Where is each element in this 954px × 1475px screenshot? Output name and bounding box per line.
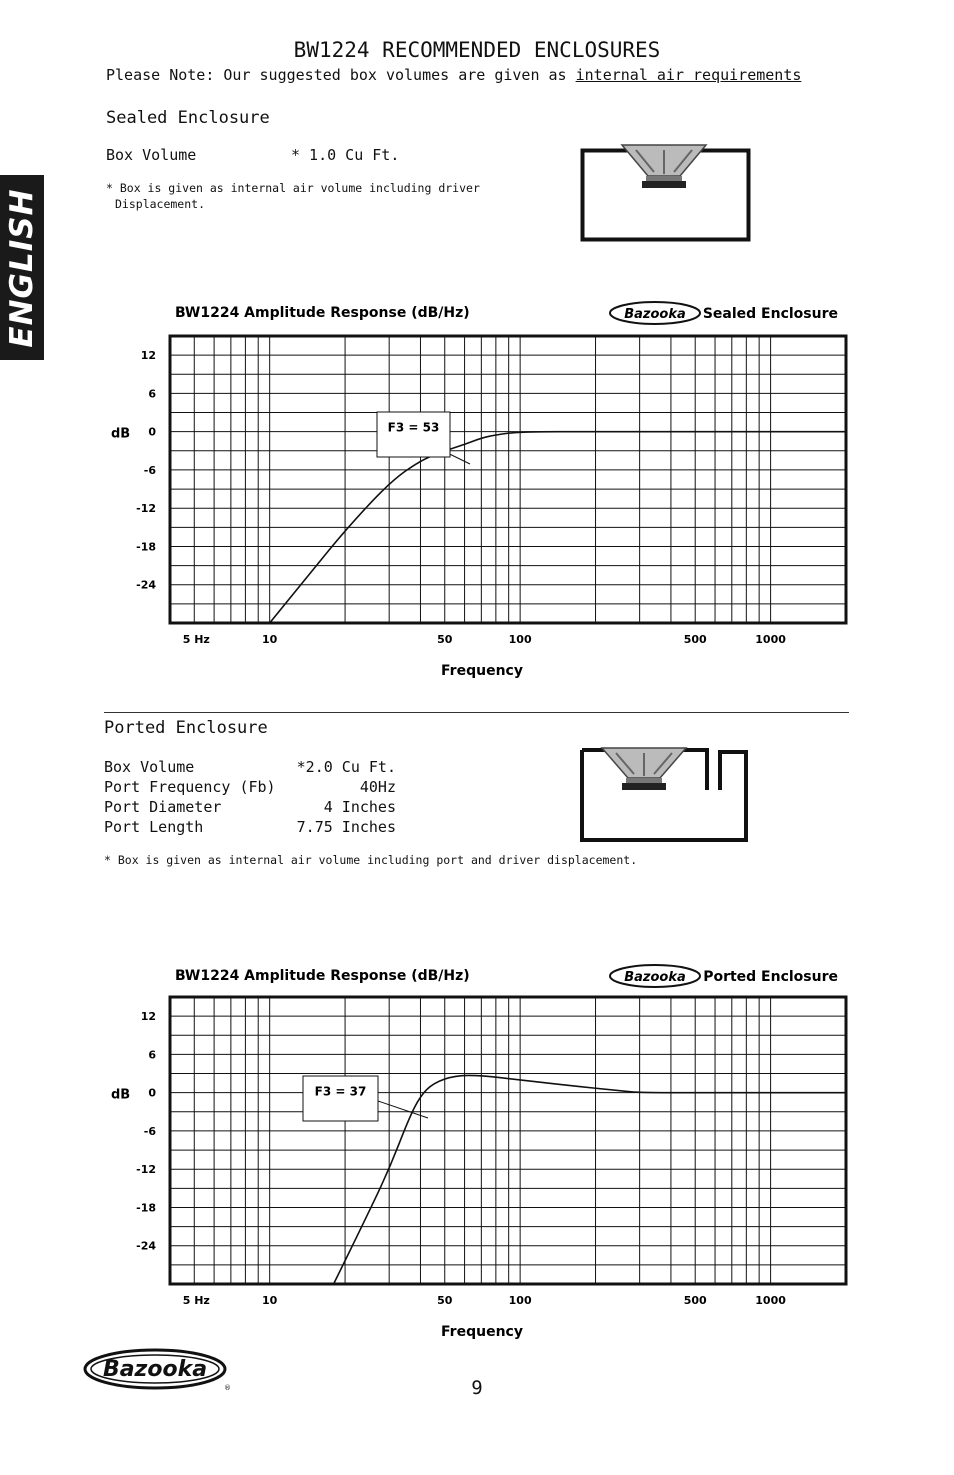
y-axis-label: dB: [111, 426, 131, 442]
ported-spec-value: *2.0 Cu Ft.: [296, 758, 396, 776]
sealed-footnote-line2: Displacement.: [115, 197, 206, 211]
y-tick-label: 0: [148, 425, 156, 439]
y-tick-label: -18: [136, 540, 156, 554]
chart-grid: [170, 997, 846, 1284]
y-tick-label: 12: [140, 349, 156, 363]
y-tick-label: 12: [140, 1010, 156, 1024]
x-tick-label: 100: [508, 633, 532, 646]
x-tick-label: 50: [437, 1294, 453, 1307]
chart-grid: [170, 336, 846, 623]
sealed-heading: Sealed Enclosure: [106, 108, 270, 128]
sealed-box-volume-label: Box Volume: [106, 146, 197, 164]
page-number: 9: [471, 1377, 483, 1399]
bazooka-logo: [610, 965, 700, 987]
y-tick-label: -12: [136, 1163, 156, 1177]
ported-spec-value: 4 Inches: [323, 798, 396, 816]
annotation-label: F3 = 37: [314, 1084, 367, 1099]
y-tick-label: -18: [136, 1201, 156, 1215]
x-tick-label: 10: [262, 1294, 278, 1307]
annotation-box: [303, 1076, 378, 1121]
ported-spec-value: 7.75 Inches: [296, 818, 396, 836]
chart-subtitle: Sealed Enclosure: [702, 306, 838, 322]
y-tick-label: -12: [136, 502, 156, 516]
y-tick-label: -6: [143, 1124, 156, 1138]
bazooka-logo-text: Bazooka: [102, 1357, 208, 1382]
chart-subtitle: Ported Enclosure: [703, 969, 838, 985]
plot-frame: [170, 336, 846, 623]
bazooka-logo-text: Bazooka: [624, 970, 686, 985]
y-tick-label: -6: [143, 463, 156, 477]
page-title: BW1224 RECOMMENDED ENCLOSURES: [293, 38, 661, 62]
ported-spec-label: Port Frequency (Fb): [104, 778, 276, 796]
x-tick-label: 500: [683, 1294, 707, 1307]
ported-box-diagram: [576, 744, 756, 846]
ported-spec-label: Port Diameter: [104, 798, 222, 816]
annotation-box: [377, 412, 450, 457]
response-curve: [334, 1075, 846, 1284]
volume-note-emphasis: internal air requirements: [575, 66, 802, 84]
language-tab-label: ENGLISH: [4, 187, 40, 348]
ported-footnote: * Box is given as internal air volume including port and driver displacement.: [104, 853, 638, 867]
ported-spec-label: Port Length: [104, 818, 204, 836]
x-tick-label: 100: [508, 1294, 532, 1307]
volume-note: [106, 66, 801, 84]
x-tick-label: 5 Hz: [182, 633, 210, 646]
chart-title: BW1224 Amplitude Response (dB/Hz): [175, 305, 470, 321]
y-tick-label: -24: [136, 1239, 156, 1253]
ported-spec-value: 40Hz: [359, 778, 396, 796]
ported-response-chart: [0, 955, 954, 1355]
y-tick-label: -24: [136, 578, 156, 592]
section-divider: [104, 712, 849, 713]
x-axis-label: Frequency: [441, 663, 523, 679]
speaker-icon: [622, 145, 706, 188]
bazooka-logo: [610, 302, 700, 324]
y-axis-label: dB: [111, 1087, 131, 1103]
sealed-box-volume-value: * 1.0 Cu Ft.: [291, 146, 400, 164]
sealed-footnote-line1: * Box is given as internal air volume including driver: [106, 181, 480, 195]
speaker-icon: [602, 748, 686, 790]
svg-text:®: ®: [224, 1384, 231, 1392]
ported-heading: Ported Enclosure: [104, 718, 268, 738]
y-tick-label: 6: [148, 1048, 156, 1062]
y-tick-label: 0: [148, 1086, 156, 1100]
x-tick-label: 50: [437, 633, 453, 646]
sealed-response-chart: [0, 292, 954, 692]
x-axis-label: Frequency: [441, 1324, 523, 1340]
x-tick-label: 5 Hz: [182, 1294, 210, 1307]
sealed-box-diagram: [578, 142, 754, 246]
x-tick-label: 1000: [755, 633, 786, 646]
x-tick-label: 500: [683, 633, 707, 646]
ported-spec-label: Box Volume: [104, 758, 195, 776]
annotation-label: F3 = 53: [387, 420, 440, 435]
x-tick-label: 10: [262, 633, 278, 646]
chart-title: BW1224 Amplitude Response (dB/Hz): [175, 968, 470, 984]
x-tick-label: 1000: [755, 1294, 786, 1307]
plot-frame: [170, 997, 846, 1284]
volume-note-text: Please Note: Our suggested box volumes are given as: [106, 66, 576, 84]
bazooka-logo-text: Bazooka: [624, 307, 686, 322]
y-tick-label: 6: [148, 387, 156, 401]
